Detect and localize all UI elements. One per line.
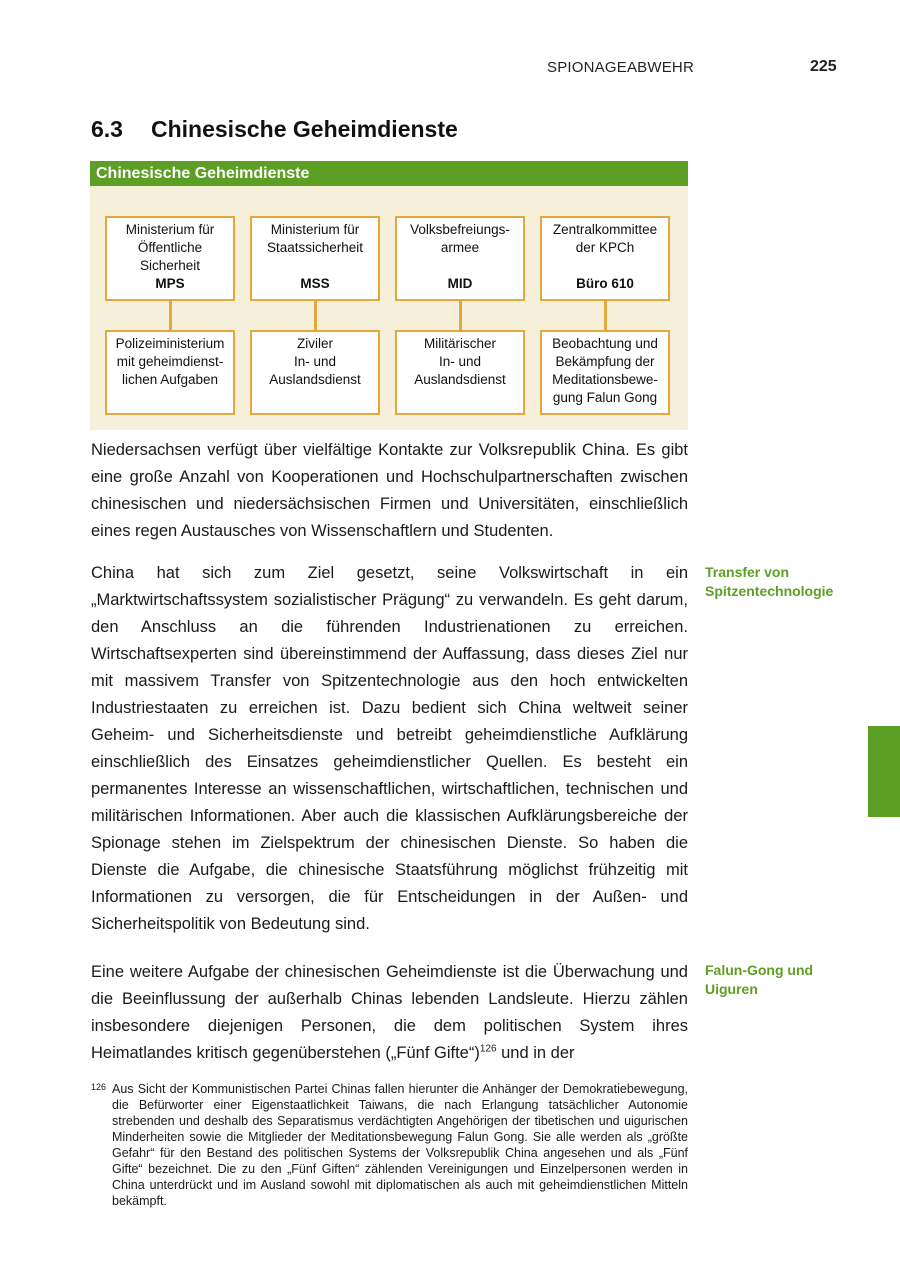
footnote-mark: 126 xyxy=(91,1082,107,1092)
margin-note-transfer: Transfer von Spitzentechnologie xyxy=(705,564,834,599)
org-box-mss xyxy=(250,216,380,301)
org-box-buero-610-role xyxy=(540,330,670,415)
org-box-abbr: MID xyxy=(447,276,473,291)
org-box-line: Öffentliche xyxy=(137,240,203,255)
running-header-section: SPIONAGEABWEHR xyxy=(547,59,694,76)
org-box-mid xyxy=(395,216,525,301)
connector-line xyxy=(314,301,317,330)
org-box-line: Ministerium für xyxy=(125,222,215,237)
org-box-mps-role xyxy=(105,330,235,415)
figure-title: Chinesische Geheimdienste xyxy=(90,161,688,186)
org-box-line: Sicherheit xyxy=(139,258,201,273)
paragraph-3-text: Eine weitere Aufgabe der chinesischen Geheimdienste ist die Überwachung und die Beeinflussung der außerhalb Chinas lebenden Landsleute. Hierzu zählen insbesondere diejenigen Personen, die dem politischen System ihres Heimatlandes kritisch gegenüberstehen („Fünf Gifte“) xyxy=(91,963,688,1062)
org-box-line: gung Falun Gong xyxy=(552,390,658,405)
chapter-number: 6.3 xyxy=(91,116,123,142)
org-box-abbr: Büro 610 xyxy=(576,276,634,291)
footnote xyxy=(91,1081,688,1209)
org-box-line: Ministerium für xyxy=(270,222,360,237)
org-box-line: Ziviler xyxy=(297,336,333,351)
org-box-line: Auslandsdienst xyxy=(414,372,506,387)
org-box-line: Meditationsbewe- xyxy=(552,372,658,387)
org-box-line xyxy=(542,257,668,275)
connector-line xyxy=(169,301,172,330)
org-box-line xyxy=(252,257,378,275)
org-box-mss-role xyxy=(250,330,380,415)
org-chart-figure xyxy=(90,161,688,430)
org-box-line: armee xyxy=(440,240,480,255)
footnote-text: Aus Sicht der Kommunistischen Partei Chinas fallen hierunter die Anhänger der Demokratiebewegung, die Befürworter einer Eigenstaatlichkeit Taiwans, die nach Erlangung tatsächlicher Autonomie strebenden und deshalb des Separatismus verdächtigten Angehörigen der tibetischen und uigurischen Minderheiten sowie die Mitglieder der Meditationsbewegung Falun Gong. Sie alle werden als „größte Gefahr“ für den Bestand des politischen Systems der Volksrepublik China angesehen und als „Fünf Gifte“ bezeichnet. Die zu den „Fünf Giften“ zählenden Vereinigungen und Einzelpersonen werden in China unterdrückt und im Ausland sowohl mit diplomatischen als auch mit geheimdienstlichen Mitteln bekämpft. xyxy=(112,1082,688,1208)
org-box-line: Bekämpfung der xyxy=(555,354,655,369)
org-box-line: Zentralkommittee xyxy=(552,222,658,237)
org-box-abbr: MPS xyxy=(155,276,185,291)
connector-line xyxy=(459,301,462,330)
org-box-buero-610 xyxy=(540,216,670,301)
org-box-line: In- und xyxy=(293,354,337,369)
org-box-line: Staatssicherheit xyxy=(266,240,364,255)
org-box-abbr: MSS xyxy=(300,276,330,291)
org-box-mid-role xyxy=(395,330,525,415)
org-box-line: Beobachtung und xyxy=(552,336,658,351)
org-box-line: mit geheimdienst- xyxy=(116,354,224,369)
chapter-thumb-tab xyxy=(868,726,900,817)
org-box-line: Volksbefreiungs- xyxy=(410,222,510,237)
paragraph-3-text-end: und in der xyxy=(496,1044,575,1062)
org-box-line: Auslandsdienst xyxy=(269,372,361,387)
connector-line xyxy=(604,301,607,330)
org-box-line: In- und xyxy=(438,354,482,369)
org-box-mps xyxy=(105,216,235,301)
org-box-line: Militärischer xyxy=(423,336,496,351)
footnote-reference[interactable]: 126 xyxy=(479,1043,497,1055)
paragraph-2: China hat sich zum Ziel gesetzt, seine Volkswirtschaft in ein „Marktwirtschaftssystem sozialistischer Prägung“ zu verwandeln. Es geht darum, den Anschluss an die führenden Industrienationen zu erreichen. Wirtschaftsexperten sind übereinstimmend der Auffassung, dass dieses Ziel nur mit massivem Transfer von Spitzentechnologie aus den hoch entwickelten Industriestaaten zu erreichen ist. Dazu bedient sich China weltweit seiner Geheim- und Sicherheitsdienste und betreibt geheimdienstliche Aufklärung einschließlich des Einsatzes geheimdienstlicher Quellen. Es besteht ein permanentes Interesse an wissenschaftlichen, wirtschaftlichen, technischen und militärischen Informationen. Aber auch die klassischen Aufklärungsbereiche der Spionage stehen im Zielspektrum der chinesischen Dienste. So haben die Dienste die Aufgabe, die chinesische Staatsführung möglichst frühzeitig mit Informationen zu versorgen, die für Entscheidungen in der Außen- und Sicherheitspolitik von Bedeutung sind. xyxy=(91,564,688,933)
chapter-heading xyxy=(91,116,458,143)
paragraph-3 xyxy=(91,959,688,1067)
org-box-line: Polizeiministerium xyxy=(115,336,225,351)
margin-note-falun-gong: Falun-Gong und Uiguren xyxy=(705,962,814,997)
org-box-line: der KPCh xyxy=(575,240,635,255)
paragraph-1: Niedersachsen verfügt über vielfältige Kontakte zur Volksrepublik China. Es gibt eine große Anzahl von Kooperationen und Hochschulpartnerschaften zwischen chinesischen und niedersächsischen Firmen und Universitäten, einschließlich eines regen Austausches von Wissenschaftlern und Studenten. xyxy=(91,441,688,540)
org-box-line: lichen Aufgaben xyxy=(121,372,219,387)
chapter-title: Chinesische Geheimdienste xyxy=(151,116,458,142)
page-number: 225 xyxy=(810,58,837,75)
org-box-line xyxy=(397,257,523,275)
